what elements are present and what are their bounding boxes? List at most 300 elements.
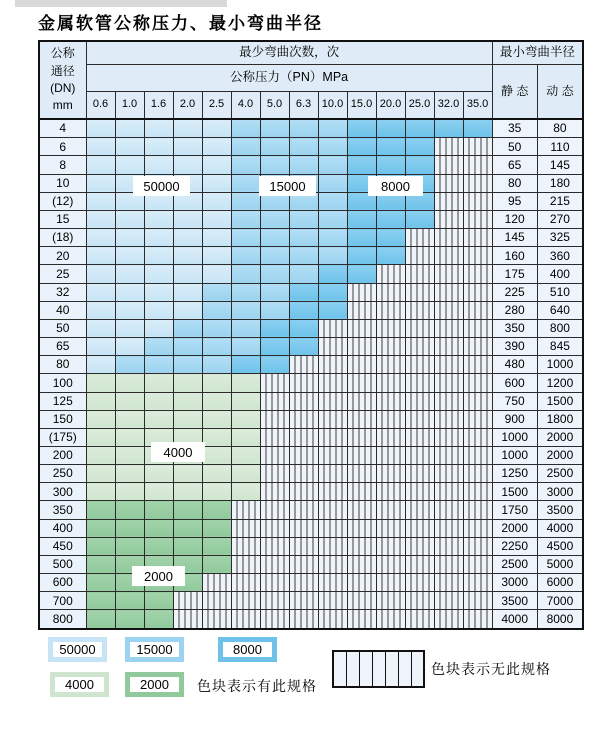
dn-cell: 300 <box>39 483 86 501</box>
dynamic-radius-cell: 845 <box>537 338 583 356</box>
dynamic-radius-cell: 180 <box>537 174 583 192</box>
availability-cell <box>173 519 202 537</box>
unavailable-cell <box>376 483 405 501</box>
static-radius-cell: 350 <box>492 319 537 337</box>
table-row <box>39 592 583 610</box>
zone-label-4000: 4000 <box>151 442 205 462</box>
availability-cell <box>115 392 144 410</box>
availability-cell <box>347 119 376 138</box>
legend-swatch-4000: 4000 <box>50 672 109 697</box>
unavailable-cell <box>376 592 405 610</box>
availability-cell <box>86 483 115 501</box>
unavailable-cell <box>318 374 347 392</box>
availability-cell <box>202 319 231 337</box>
availability-cell <box>231 283 260 301</box>
unavailable-cell <box>376 374 405 392</box>
unavailable-cell <box>347 592 376 610</box>
availability-cell <box>173 319 202 337</box>
availability-cell <box>86 537 115 555</box>
availability-cell <box>289 319 318 337</box>
dn-header: 公称 通径 (DN) mm <box>39 41 86 119</box>
availability-cell <box>405 210 434 228</box>
availability-cell <box>231 392 260 410</box>
availability-cell <box>231 428 260 446</box>
unavailable-cell <box>434 519 463 537</box>
dynamic-radius-cell: 4000 <box>537 519 583 537</box>
unavailable-cell <box>405 338 434 356</box>
unavailable-cell <box>318 392 347 410</box>
pressure-col-header: 1.0 <box>115 91 144 119</box>
legend-hatch-swatch <box>332 650 425 688</box>
unavailable-cell <box>434 446 463 464</box>
unavailable-cell <box>405 301 434 319</box>
availability-cell <box>347 229 376 247</box>
unavailable-cell <box>376 301 405 319</box>
availability-cell <box>202 555 231 573</box>
availability-cell <box>115 119 144 138</box>
unavailable-cell <box>289 483 318 501</box>
availability-cell <box>173 338 202 356</box>
unavailable-cell <box>289 537 318 555</box>
unavailable-cell <box>347 410 376 428</box>
availability-cell <box>144 119 173 138</box>
availability-cell <box>173 247 202 265</box>
pressure-col-header: 2.0 <box>173 91 202 119</box>
table-row <box>39 283 583 301</box>
legend-swatch-15000: 15000 <box>125 637 184 662</box>
availability-cell <box>289 119 318 138</box>
static-radius-cell: 1500 <box>492 483 537 501</box>
unavailable-cell <box>318 483 347 501</box>
availability-cell <box>144 229 173 247</box>
availability-cell <box>144 519 173 537</box>
unavailable-cell <box>202 610 231 629</box>
table-row <box>39 555 583 573</box>
availability-cell <box>86 174 115 192</box>
dn-cell: (175) <box>39 428 86 446</box>
static-radius-cell: 1250 <box>492 465 537 483</box>
availability-cell <box>231 192 260 210</box>
static-radius-cell: 900 <box>492 410 537 428</box>
availability-cell <box>115 247 144 265</box>
availability-cell <box>144 210 173 228</box>
availability-cell <box>86 229 115 247</box>
availability-cell <box>173 229 202 247</box>
unavailable-cell <box>434 537 463 555</box>
table-row <box>39 156 583 174</box>
unavailable-cell <box>463 301 492 319</box>
unavailable-cell <box>405 537 434 555</box>
unavailable-cell <box>318 428 347 446</box>
unavailable-cell <box>405 356 434 374</box>
availability-cell <box>115 138 144 156</box>
dn-cell: 125 <box>39 392 86 410</box>
dynamic-radius-cell: 1800 <box>537 410 583 428</box>
availability-cell <box>115 319 144 337</box>
unavailable-cell <box>260 374 289 392</box>
pressure-col-header: 2.5 <box>202 91 231 119</box>
availability-cell <box>260 156 289 174</box>
availability-cell <box>231 465 260 483</box>
availability-cell <box>173 301 202 319</box>
availability-cell <box>144 283 173 301</box>
unavailable-cell <box>405 392 434 410</box>
availability-cell <box>115 283 144 301</box>
dynamic-radius-cell: 2000 <box>537 446 583 464</box>
availability-cell <box>347 156 376 174</box>
unavailable-cell <box>231 592 260 610</box>
availability-cell <box>144 592 173 610</box>
availability-cell <box>86 501 115 519</box>
pressure-col-header: 32.0 <box>434 91 463 119</box>
availability-cell <box>260 301 289 319</box>
table-row <box>39 483 583 501</box>
unavailable-cell <box>405 319 434 337</box>
unavailable-cell <box>463 465 492 483</box>
pressure-col-header: 20.0 <box>376 91 405 119</box>
unavailable-cell <box>318 592 347 610</box>
legend-swatch-50000: 50000 <box>48 637 107 662</box>
unavailable-cell <box>463 283 492 301</box>
unavailable-cell <box>289 555 318 573</box>
unavailable-cell <box>347 319 376 337</box>
dn-cell: 400 <box>39 519 86 537</box>
unavailable-cell <box>463 174 492 192</box>
unavailable-cell <box>463 229 492 247</box>
availability-cell <box>347 265 376 283</box>
pressure-col-header: 35.0 <box>463 91 492 119</box>
availability-cell <box>115 428 144 446</box>
table-row <box>39 537 583 555</box>
unavailable-cell <box>434 283 463 301</box>
availability-cell <box>115 356 144 374</box>
availability-cell <box>260 356 289 374</box>
availability-cell <box>202 338 231 356</box>
unavailable-cell <box>463 410 492 428</box>
unavailable-cell <box>318 356 347 374</box>
static-radius-cell: 390 <box>492 338 537 356</box>
unavailable-cell <box>463 319 492 337</box>
availability-cell <box>86 446 115 464</box>
availability-cell <box>144 265 173 283</box>
unavailable-cell <box>405 592 434 610</box>
unavailable-cell <box>463 138 492 156</box>
availability-cell <box>86 301 115 319</box>
pressure-col-header: 1.6 <box>144 91 173 119</box>
availability-cell <box>289 283 318 301</box>
availability-cell <box>202 374 231 392</box>
availability-cell <box>86 392 115 410</box>
availability-cell <box>86 428 115 446</box>
dynamic-radius-cell: 215 <box>537 192 583 210</box>
legend-unavailable-text: 色块表示无此规格 <box>431 661 551 677</box>
unavailable-cell <box>434 610 463 629</box>
unavailable-cell <box>231 574 260 592</box>
availability-cell <box>347 210 376 228</box>
availability-cell <box>231 410 260 428</box>
pressure-col-header: 15.0 <box>347 91 376 119</box>
availability-cell <box>144 610 173 629</box>
unavailable-cell <box>289 519 318 537</box>
availability-cell <box>318 265 347 283</box>
dynamic-radius-cell: 2000 <box>537 428 583 446</box>
availability-cell <box>463 119 492 138</box>
availability-cell <box>173 156 202 174</box>
availability-cell <box>260 319 289 337</box>
unavailable-cell <box>434 192 463 210</box>
availability-cell <box>231 446 260 464</box>
unavailable-cell <box>318 574 347 592</box>
availability-cell <box>202 301 231 319</box>
table-row <box>39 138 583 156</box>
pressure-col-header: 5.0 <box>260 91 289 119</box>
unavailable-cell <box>463 374 492 392</box>
dn-cell: 150 <box>39 410 86 428</box>
legend-swatch-8000: 8000 <box>218 637 277 662</box>
availability-cell <box>86 138 115 156</box>
dynamic-radius-cell: 2500 <box>537 465 583 483</box>
availability-cell <box>86 374 115 392</box>
unavailable-cell <box>318 465 347 483</box>
static-radius-cell: 4000 <box>492 610 537 629</box>
availability-cell <box>144 356 173 374</box>
unavailable-cell <box>289 574 318 592</box>
availability-cell <box>86 574 115 592</box>
availability-cell <box>144 319 173 337</box>
table-row <box>39 210 583 228</box>
availability-cell <box>144 338 173 356</box>
availability-cell <box>318 229 347 247</box>
availability-cell <box>318 301 347 319</box>
availability-cell <box>202 283 231 301</box>
unavailable-cell <box>463 537 492 555</box>
dn-cell: 80 <box>39 356 86 374</box>
unavailable-cell <box>289 428 318 446</box>
unavailable-cell <box>202 592 231 610</box>
unavailable-cell <box>289 446 318 464</box>
dn-cell: 350 <box>39 501 86 519</box>
unavailable-cell <box>434 265 463 283</box>
table-row <box>39 392 583 410</box>
dn-cell: 20 <box>39 247 86 265</box>
availability-cell <box>144 410 173 428</box>
dynamic-radius-cell: 270 <box>537 210 583 228</box>
unavailable-cell <box>260 446 289 464</box>
availability-cell <box>231 338 260 356</box>
availability-cell <box>260 138 289 156</box>
unavailable-cell <box>434 247 463 265</box>
unavailable-cell <box>463 610 492 629</box>
availability-cell <box>86 465 115 483</box>
availability-cell <box>115 446 144 464</box>
unavailable-cell <box>376 537 405 555</box>
unavailable-cell <box>376 410 405 428</box>
unavailable-cell <box>405 465 434 483</box>
unavailable-cell <box>434 428 463 446</box>
dn-cell: 600 <box>39 574 86 592</box>
unavailable-cell <box>434 210 463 228</box>
top-strip <box>15 0 227 7</box>
unavailable-cell <box>405 501 434 519</box>
availability-cell <box>144 301 173 319</box>
unavailable-cell <box>231 519 260 537</box>
unavailable-cell <box>318 501 347 519</box>
table-row <box>39 574 583 592</box>
dynamic-radius-cell: 325 <box>537 229 583 247</box>
dn-cell: 50 <box>39 319 86 337</box>
unavailable-cell <box>347 574 376 592</box>
table-row <box>39 519 583 537</box>
availability-cell <box>405 138 434 156</box>
unavailable-cell <box>289 465 318 483</box>
availability-cell <box>231 374 260 392</box>
static-radius-cell: 35 <box>492 119 537 138</box>
static-radius-cell: 3000 <box>492 574 537 592</box>
dn-cell: 40 <box>39 301 86 319</box>
availability-cell <box>173 392 202 410</box>
availability-cell <box>115 501 144 519</box>
unavailable-cell <box>260 465 289 483</box>
unavailable-cell <box>434 374 463 392</box>
unavailable-cell <box>347 483 376 501</box>
table-row <box>39 229 583 247</box>
unavailable-cell <box>347 301 376 319</box>
unavailable-cell <box>376 574 405 592</box>
unavailable-cell <box>405 446 434 464</box>
availability-cell <box>202 174 231 192</box>
unavailable-cell <box>434 229 463 247</box>
dynamic-header: 动 态 <box>537 64 583 119</box>
unavailable-cell <box>463 446 492 464</box>
unavailable-cell <box>376 338 405 356</box>
availability-cell <box>144 483 173 501</box>
availability-cell <box>115 519 144 537</box>
dn-cell: 32 <box>39 283 86 301</box>
availability-cell <box>173 537 202 555</box>
table-row <box>39 428 583 446</box>
availability-cell <box>173 138 202 156</box>
availability-cell <box>115 210 144 228</box>
zone-label-2000: 2000 <box>132 566 185 586</box>
unavailable-cell <box>289 610 318 629</box>
availability-cell <box>202 446 231 464</box>
unavailable-cell <box>289 592 318 610</box>
unavailable-cell <box>347 555 376 573</box>
availability-cell <box>202 519 231 537</box>
availability-cell <box>260 338 289 356</box>
availability-cell <box>405 119 434 138</box>
availability-cell <box>260 229 289 247</box>
table-row <box>39 338 583 356</box>
availability-cell <box>289 138 318 156</box>
availability-cell <box>289 265 318 283</box>
dynamic-radius-cell: 360 <box>537 247 583 265</box>
availability-cell <box>86 156 115 174</box>
availability-cell <box>231 483 260 501</box>
availability-cell <box>405 156 434 174</box>
dynamic-radius-cell: 6000 <box>537 574 583 592</box>
availability-cell <box>347 138 376 156</box>
legend-swatch-2000: 2000 <box>125 672 184 697</box>
availability-cell <box>202 392 231 410</box>
table-row <box>39 610 583 629</box>
unavailable-cell <box>463 574 492 592</box>
availability-cell <box>202 483 231 501</box>
unavailable-cell <box>434 592 463 610</box>
availability-cell <box>173 374 202 392</box>
unavailable-cell <box>260 555 289 573</box>
availability-cell <box>376 210 405 228</box>
pressure-col-header: 4.0 <box>231 91 260 119</box>
unavailable-cell <box>347 610 376 629</box>
static-radius-cell: 145 <box>492 229 537 247</box>
static-radius-cell: 50 <box>492 138 537 156</box>
unavailable-cell <box>289 392 318 410</box>
availability-cell <box>173 119 202 138</box>
dynamic-radius-cell: 4500 <box>537 537 583 555</box>
static-radius-cell: 65 <box>492 156 537 174</box>
unavailable-cell <box>318 537 347 555</box>
table-row <box>39 247 583 265</box>
dynamic-radius-cell: 80 <box>537 119 583 138</box>
availability-cell <box>318 174 347 192</box>
unavailable-cell <box>347 374 376 392</box>
unavailable-cell <box>434 392 463 410</box>
unavailable-cell <box>463 156 492 174</box>
availability-cell <box>289 301 318 319</box>
bend-times-header: 最少弯曲次数，次 <box>86 41 492 64</box>
availability-cell <box>173 356 202 374</box>
static-radius-cell: 480 <box>492 356 537 374</box>
availability-cell <box>202 119 231 138</box>
dynamic-radius-cell: 400 <box>537 265 583 283</box>
unavailable-cell <box>376 465 405 483</box>
availability-cell <box>202 156 231 174</box>
availability-cell <box>86 592 115 610</box>
unavailable-cell <box>434 356 463 374</box>
availability-cell <box>260 247 289 265</box>
unavailable-cell <box>318 338 347 356</box>
unavailable-cell <box>260 537 289 555</box>
unavailable-cell <box>347 519 376 537</box>
table-row <box>39 501 583 519</box>
unavailable-cell <box>434 156 463 174</box>
unavailable-cell <box>260 519 289 537</box>
availability-cell <box>289 338 318 356</box>
unavailable-cell <box>405 428 434 446</box>
static-radius-cell: 1750 <box>492 501 537 519</box>
availability-cell <box>173 410 202 428</box>
unavailable-cell <box>231 537 260 555</box>
unavailable-cell <box>463 192 492 210</box>
unavailable-cell <box>231 555 260 573</box>
availability-cell <box>86 356 115 374</box>
availability-cell <box>318 156 347 174</box>
unavailable-cell <box>405 247 434 265</box>
dn-cell: 500 <box>39 555 86 573</box>
unavailable-cell <box>318 610 347 629</box>
unavailable-cell <box>463 392 492 410</box>
availability-cell <box>86 247 115 265</box>
unavailable-cell <box>376 519 405 537</box>
unavailable-cell <box>289 501 318 519</box>
unavailable-cell <box>405 555 434 573</box>
availability-cell <box>202 192 231 210</box>
dn-cell: 6 <box>39 138 86 156</box>
availability-cell <box>86 119 115 138</box>
unavailable-cell <box>434 301 463 319</box>
page-title: 金属软管公称压力、最小弯曲半径 <box>38 14 323 33</box>
